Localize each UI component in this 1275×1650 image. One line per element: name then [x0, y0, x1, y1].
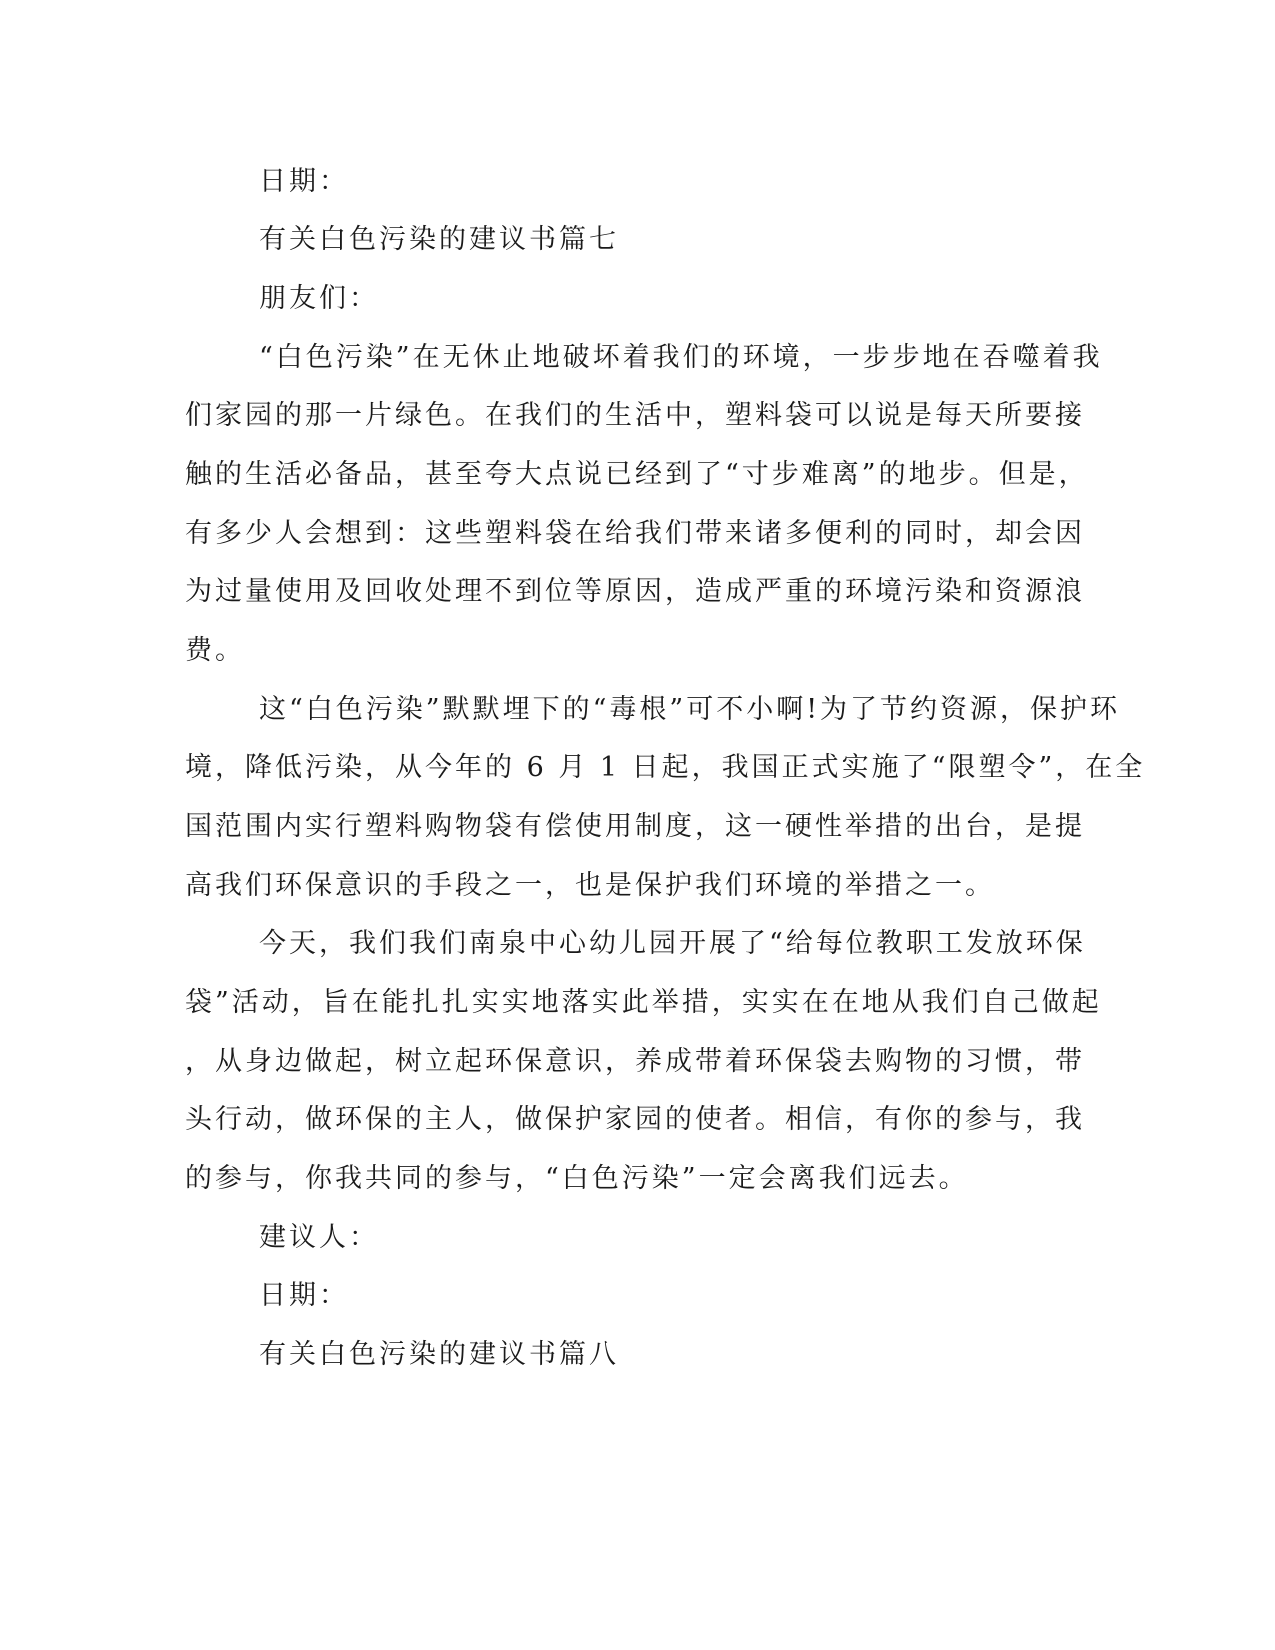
- paragraph-2-line-4: 高我们环保意识的手段之一，也是保护我们环境的举措之一。: [185, 870, 995, 901]
- paragraph-3-line-5: 的参与，你我共同的参与，“白色污染”一定会离我们远去。: [185, 1163, 969, 1194]
- paragraph-3-line-4: 头行动，做环保的主人，做保护家园的使者。相信，有你的参与，我: [185, 1104, 1085, 1135]
- date-label-1: 日期：: [259, 166, 349, 197]
- paragraph-2-line-3: 国范围内实行塑料购物袋有偿使用制度，这一硬性举措的出台，是提: [185, 811, 1085, 842]
- section-title-7: 有关白色污染的建议书篇七: [259, 224, 619, 255]
- paragraph-1-line-3: 触的生活必备品，甚至夸大点说已经到了“寸步难离”的地步。但是，: [185, 459, 1089, 490]
- paragraph-3-line-3: ，从身边做起，树立起环保意识，养成带着环保袋去购物的习惯，带: [185, 1046, 1085, 1077]
- paragraph-1-line-2: 们家园的那一片绿色。在我们的生活中，塑料袋可以说是每天所要接: [185, 400, 1085, 431]
- paragraph-3-line-2: 袋”活动，旨在能扎扎实实地落实此举措，实实在在地从我们自己做起: [185, 987, 1102, 1018]
- paragraph-1-line-1: “白色污染”在无休止地破坏着我们的环境，一步步地在吞噬着我: [259, 342, 1103, 373]
- date-label-2: 日期：: [259, 1280, 349, 1311]
- paragraph-1-line-5: 为过量使用及回收处理不到位等原因，造成严重的环境污染和资源浪: [185, 576, 1085, 607]
- paragraph-1-line-6: 费。: [185, 635, 245, 666]
- salutation: 朋友们：: [259, 283, 379, 314]
- paragraph-1-line-4: 有多少人会想到：这些塑料袋在给我们带来诸多便利的同时，却会因: [185, 518, 1085, 549]
- proposer-label: 建议人：: [259, 1222, 379, 1253]
- paragraph-3-line-1: 今天，我们我们南泉中心幼儿园开展了“给每位教职工发放环保: [259, 928, 1086, 959]
- section-title-8: 有关白色污染的建议书篇八: [259, 1339, 619, 1370]
- paragraph-2-line-1: 这“白色污染”默默埋下的“毒根”可不小啊!为了节约资源，保护环: [259, 694, 1121, 725]
- paragraph-2-line-2: 境，降低污染，从今年的 6 月 1 日起，我国正式实施了“限塑令”，在全: [185, 752, 1146, 783]
